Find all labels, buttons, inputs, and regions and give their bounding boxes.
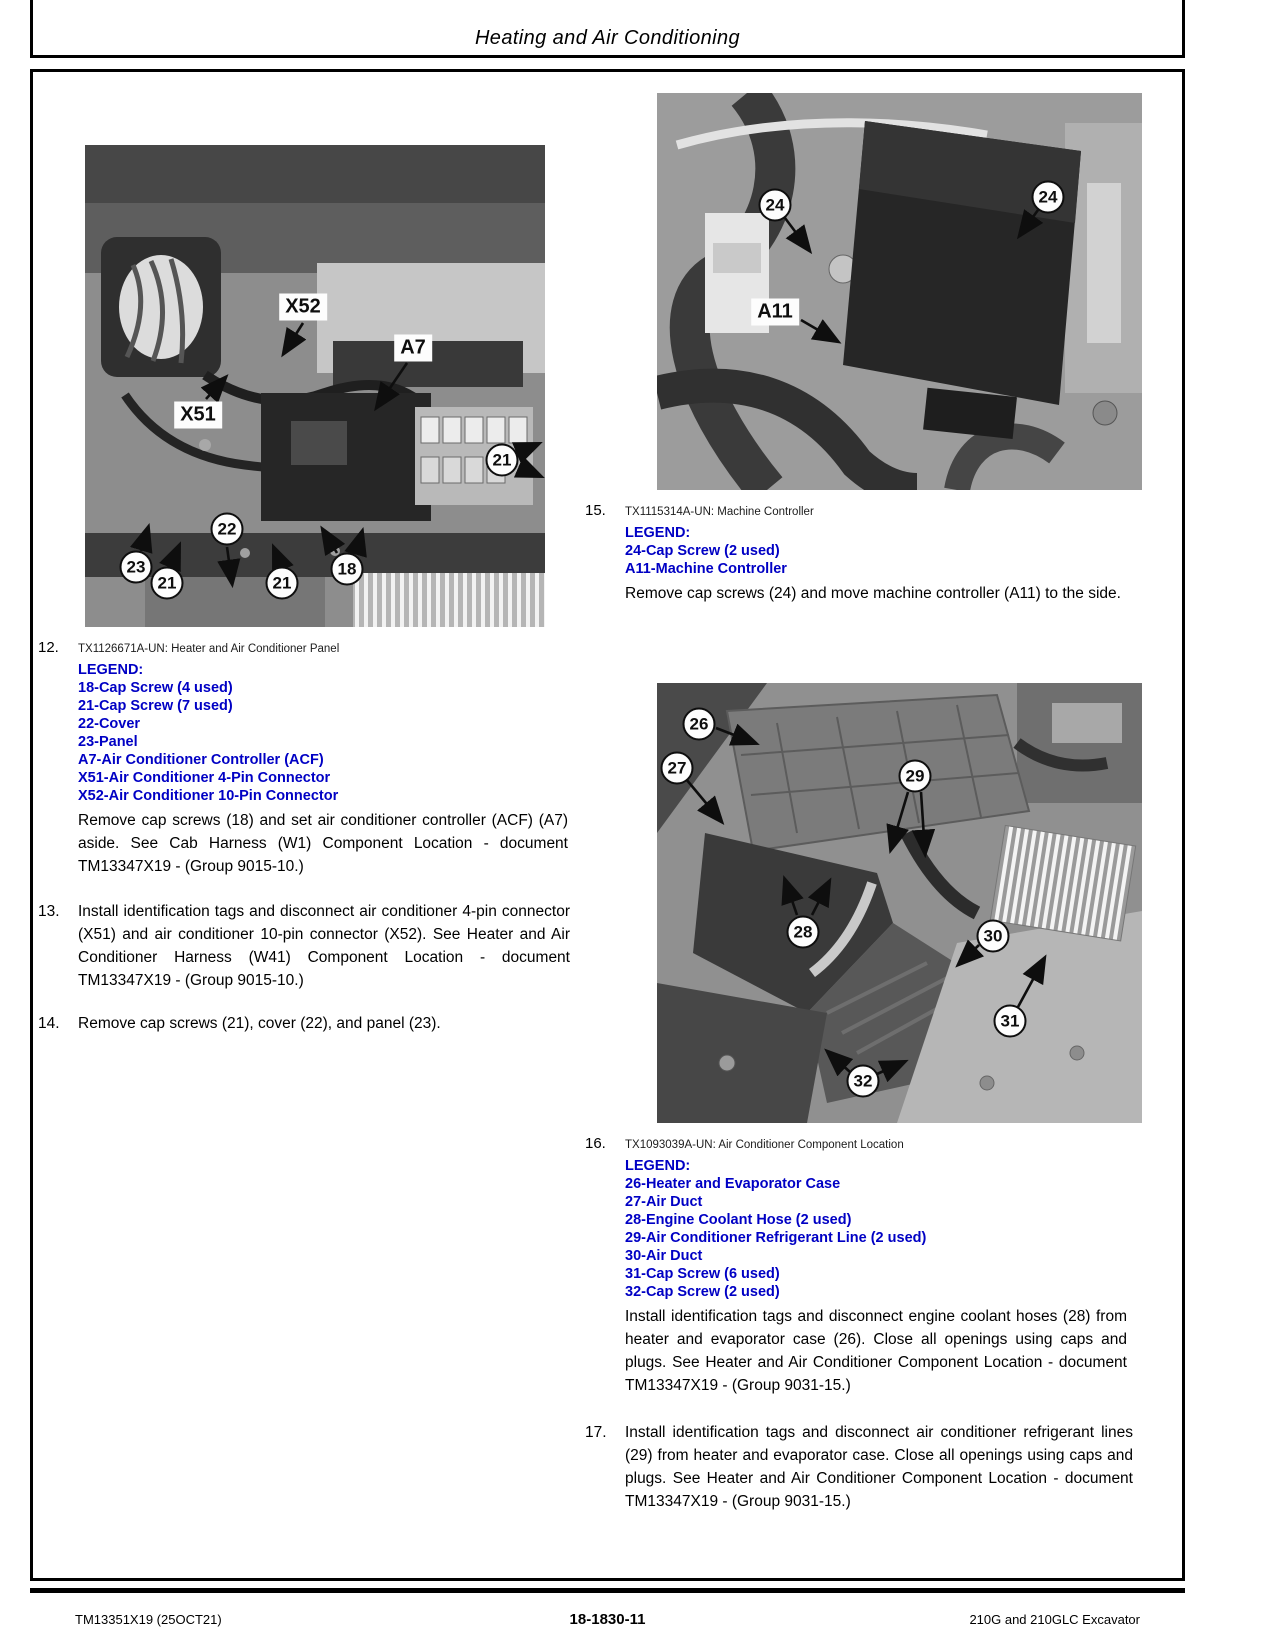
step-text: Install identification tags and disconnect air conditioner refrigerant lines (29) from heater and evaporator case. Close all openings using caps and plugs. See Heater and Air Conditioner Component Location - document TM13347X19 - (Group 9031-15.)	[625, 1424, 1133, 1510]
callout-a11: A11	[751, 299, 799, 326]
legend-item: 28-Engine Coolant Hose (2 used)	[625, 1212, 852, 1228]
legend-item: 24-Cap Screw (2 used)	[625, 543, 780, 559]
step-number: 12.	[38, 639, 59, 656]
callout-29: 29	[899, 760, 932, 793]
footer-doc-code: TM13351X19 (25OCT21)	[75, 1612, 222, 1627]
callout-18: 18	[331, 553, 364, 586]
callout-24: 24	[1032, 181, 1065, 214]
figure12-caption-row	[38, 639, 570, 656]
callout-28: 28	[787, 916, 820, 949]
legend-item: 29-Air Conditioner Refrigerant Line (2 used)	[625, 1230, 927, 1246]
legend-item: 27-Air Duct	[625, 1194, 703, 1210]
right-column	[585, 72, 1133, 1513]
callout-24: 24	[759, 189, 792, 222]
step-14	[38, 1012, 570, 1035]
footer-rule	[30, 1588, 1185, 1593]
figure12-legend	[78, 661, 570, 805]
legend-item: 23-Panel	[78, 734, 138, 750]
figure15-caption-row	[585, 502, 1133, 519]
figure-ac-component-location	[657, 683, 1142, 1123]
legend-item: A11-Machine Controller	[625, 561, 787, 577]
footer-page-number: 18-1830-11	[569, 1611, 646, 1628]
legend-item: 30-Air Duct	[625, 1248, 703, 1264]
left-column	[38, 72, 570, 1035]
figure-caption: TX1115314A-UN: Machine Controller	[625, 506, 814, 518]
legend-title: LEGEND:	[625, 1158, 691, 1174]
step-text: Install identification tags and disconnect air conditioner 4-pin connector (X51) and air conditioner 10-pin connector (X52). See Heater and Air Conditioner Harness (W41) Component Location - document TM13347X19 - (Group 9015-10.)	[78, 903, 570, 989]
step-13	[38, 900, 570, 992]
callout-32: 32	[847, 1065, 880, 1098]
figure16-caption-row	[585, 1135, 1133, 1152]
legend-item: A7-Air Conditioner Controller (ACF)	[78, 752, 324, 768]
figure-heater-panel	[85, 145, 545, 627]
step-number: 17.	[585, 1424, 607, 1441]
step-number: 14.	[38, 1015, 60, 1032]
legend-item: 32-Cap Screw (2 used)	[625, 1284, 780, 1300]
figure-caption: TX1093039A-UN: Air Conditioner Component Location	[625, 1139, 904, 1151]
callout-arrows	[657, 93, 1142, 490]
legend-title: LEGEND:	[625, 525, 691, 541]
legend-item: X52-Air Conditioner 10-Pin Connector	[78, 788, 339, 804]
legend-item: 18-Cap Screw (4 used)	[78, 680, 233, 696]
callout-21: 21	[486, 444, 519, 477]
figure-machine-controller	[657, 93, 1142, 490]
page-header	[30, 0, 1185, 58]
callout-x51: X51	[174, 402, 222, 429]
callout-27: 27	[661, 752, 694, 785]
page-title: Heating and Air Conditioning	[474, 27, 741, 49]
figure-caption: TX1126671A-UN: Heater and Air Conditioner Panel	[78, 643, 340, 655]
step-number: 15.	[585, 502, 606, 519]
step-text: Remove cap screws (21), cover (22), and panel (23).	[78, 1015, 441, 1032]
callout-arrows	[657, 683, 1142, 1123]
legend-title: LEGEND:	[78, 662, 144, 678]
callout-arrows	[85, 145, 545, 627]
step16-body: Install identification tags and disconnect engine coolant hoses (28) from heater and evaporator case (26). Close all openings using caps and plugs. See Heater and Air Conditioner Component Location - document TM13347X19 - (Group 9031-15.)	[625, 1308, 1127, 1394]
page-body	[30, 69, 1185, 1581]
step-number: 16.	[585, 1135, 606, 1152]
legend-item: 31-Cap Screw (6 used)	[625, 1266, 780, 1282]
callout-21: 21	[266, 567, 299, 600]
legend-item: 22-Cover	[78, 716, 141, 732]
callout-23: 23	[120, 551, 153, 584]
figure15-legend	[625, 524, 1133, 578]
callout-22: 22	[211, 513, 244, 546]
callout-a7: A7	[394, 335, 432, 362]
callout-21: 21	[151, 567, 184, 600]
step12-body: Remove cap screws (18) and set air conditioner controller (ACF) (A7) aside. See Cab Harness (W1) Component Location - document TM13347X19 - (Group 9015-10.)	[78, 812, 568, 875]
callout-30: 30	[977, 920, 1010, 953]
callout-31: 31	[994, 1005, 1027, 1038]
legend-item: 21-Cap Screw (7 used)	[78, 698, 233, 714]
callout-x52: X52	[279, 294, 327, 321]
step-number: 13.	[38, 903, 60, 920]
page-footer	[30, 1611, 1185, 1628]
footer-model: 210G and 210GLC Excavator	[969, 1612, 1140, 1627]
figure16-legend	[625, 1157, 1133, 1301]
callout-26: 26	[683, 708, 716, 741]
legend-item: 26-Heater and Evaporator Case	[625, 1176, 841, 1192]
step-17	[585, 1421, 1133, 1513]
legend-item: X51-Air Conditioner 4-Pin Connector	[78, 770, 331, 786]
step15-body: Remove cap screws (24) and move machine controller (A11) to the side.	[625, 585, 1121, 602]
